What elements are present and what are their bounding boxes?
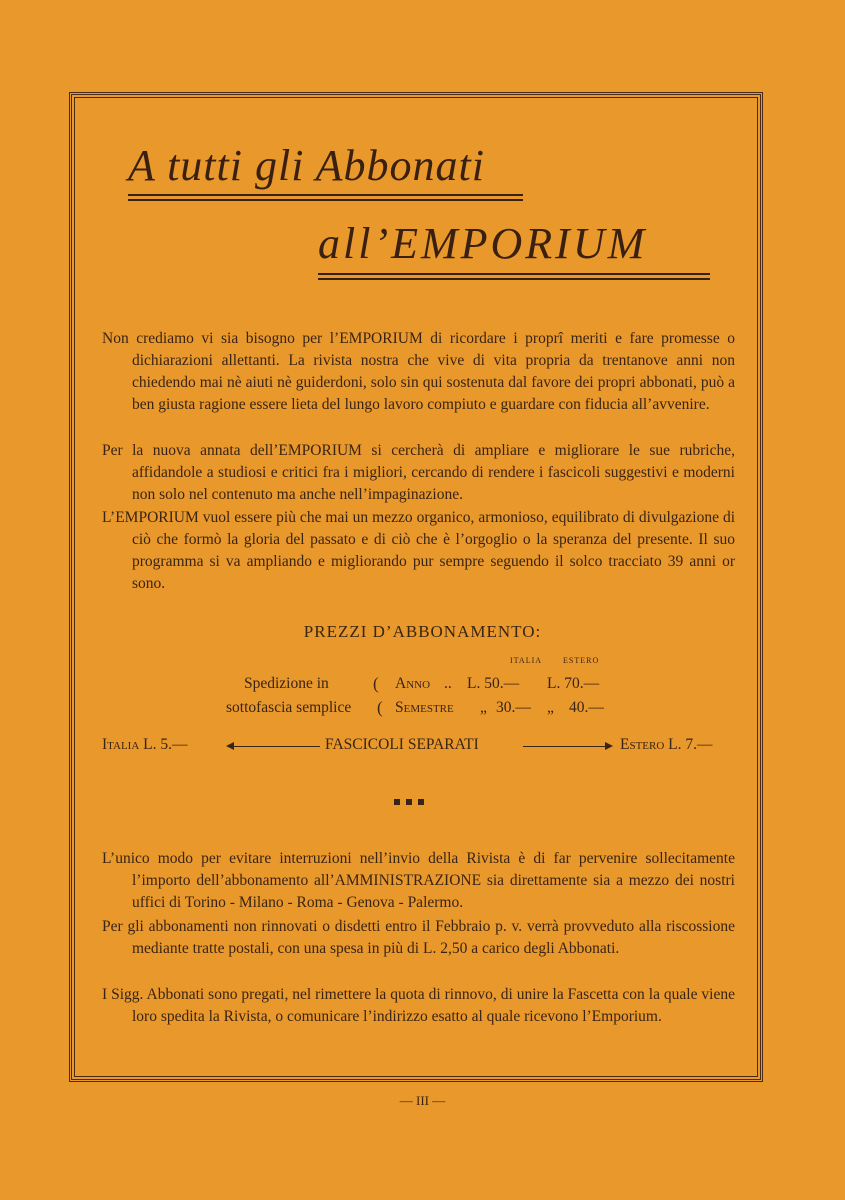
brace-top: ( [373,674,379,693]
anno-label: Anno [395,675,431,692]
anno-price-italia: L. 50.— [467,675,520,692]
paragraph-6: I Sigg. Abbonati sono pregati, nel rimettere la quota di rinnovo, di unire la Fascetta con la quale viene loro spedita la Rivista, o comunicare l’indirizzo esatto al quale ricevono l’Emporium. [102,986,735,1025]
semestre-ditto-italia: „ [480,699,487,716]
shipping-label-2: sottofascia semplice [226,699,352,716]
fascicoli-estero: Estero L. 7.— [620,736,713,753]
semestre-label: Semestre [395,699,454,716]
semestre-ditto-estero: „ [547,699,554,716]
paragraph-1: Non crediamo vi sia bisogno per l’EMPORIUM di ricordare i proprî meriti e fare promesse o dichiarazioni allettanti. La rivista nostra che vive di vita propria da trentanove anni non chiedendo mai nè aiuti nè guiderdoni, solo sin qui sostenuta dal favore dei propri abbonati, può a ben giusta ragione essere lieta del lungo lavoro compiuto e guardare con fiducia all’avvenire. [102,330,735,413]
paragraph-3: L’EMPORIUM vuol essere più che mai un mezzo organico, armonioso, equilibrato di divulgazione di ciò che formò la gloria del passato e di ciò che è l’orgoglio o la speranza del presente. Il suo programma si va ampliando e migliorando pur sempre seguendo il solco tracciato 39 anni or sono. [102,509,735,592]
shipping-label-1: Spedizione in [244,675,329,692]
paragraph-4: L’unico modo per evitare interruzioni nell’invio della Rivista è di far pervenire sollecitamente l’importo dell’abbonamento all’AMMINISTRAZIONE sia direttamente sia a mezzo dei nostri uffici di Torino - Milano - Roma - Genova - Palermo. [102,850,735,911]
anno-dots: .. [444,675,452,692]
paragraph-2: Per la nuova annata dell’EMPORIUM si cercherà di ampliare e migliorare le sue rubriche, affidandole a studiosi e critici fra i migliori, cercando di rendere i fascicoli suggestivi e moderni non solo nel contenuto ma anche nell’impaginazione. [102,442,735,503]
fascicoli-label: FASCICOLI SEPARATI [325,736,479,753]
arrow-right-icon [523,746,611,747]
column-head-estero: ESTERO [563,656,600,665]
brace-bottom: ( [377,698,383,717]
heading-line-2: all’EMPORIUM [318,219,648,268]
semestre-price-estero: 40.— [569,699,604,716]
heading-line-1: A tutti gli Abbonati [128,141,485,190]
arrow-left-icon [228,746,320,747]
fascicoli-italia: Italia L. 5.— [102,736,188,753]
page-number: — III — [399,1093,446,1108]
semestre-price-italia: 30.— [496,699,531,716]
heading-rule-1 [128,194,523,201]
anno-price-estero: L. 70.— [547,675,600,692]
heading-rule-2 [318,273,710,280]
ornament-dots-icon [394,792,430,810]
prices-heading: PREZZI D’ABBONAMENTO: [303,622,542,641]
paragraph-5: Per gli abbonamenti non rinnovati o disdetti entro il Febbraio p. v. verrà provveduto alla riscossione mediante tratte postali, con una spesa in più di L. 2,50 a carico degli Abbonati. [102,918,735,957]
column-head-italia: ITALIA [510,656,543,665]
